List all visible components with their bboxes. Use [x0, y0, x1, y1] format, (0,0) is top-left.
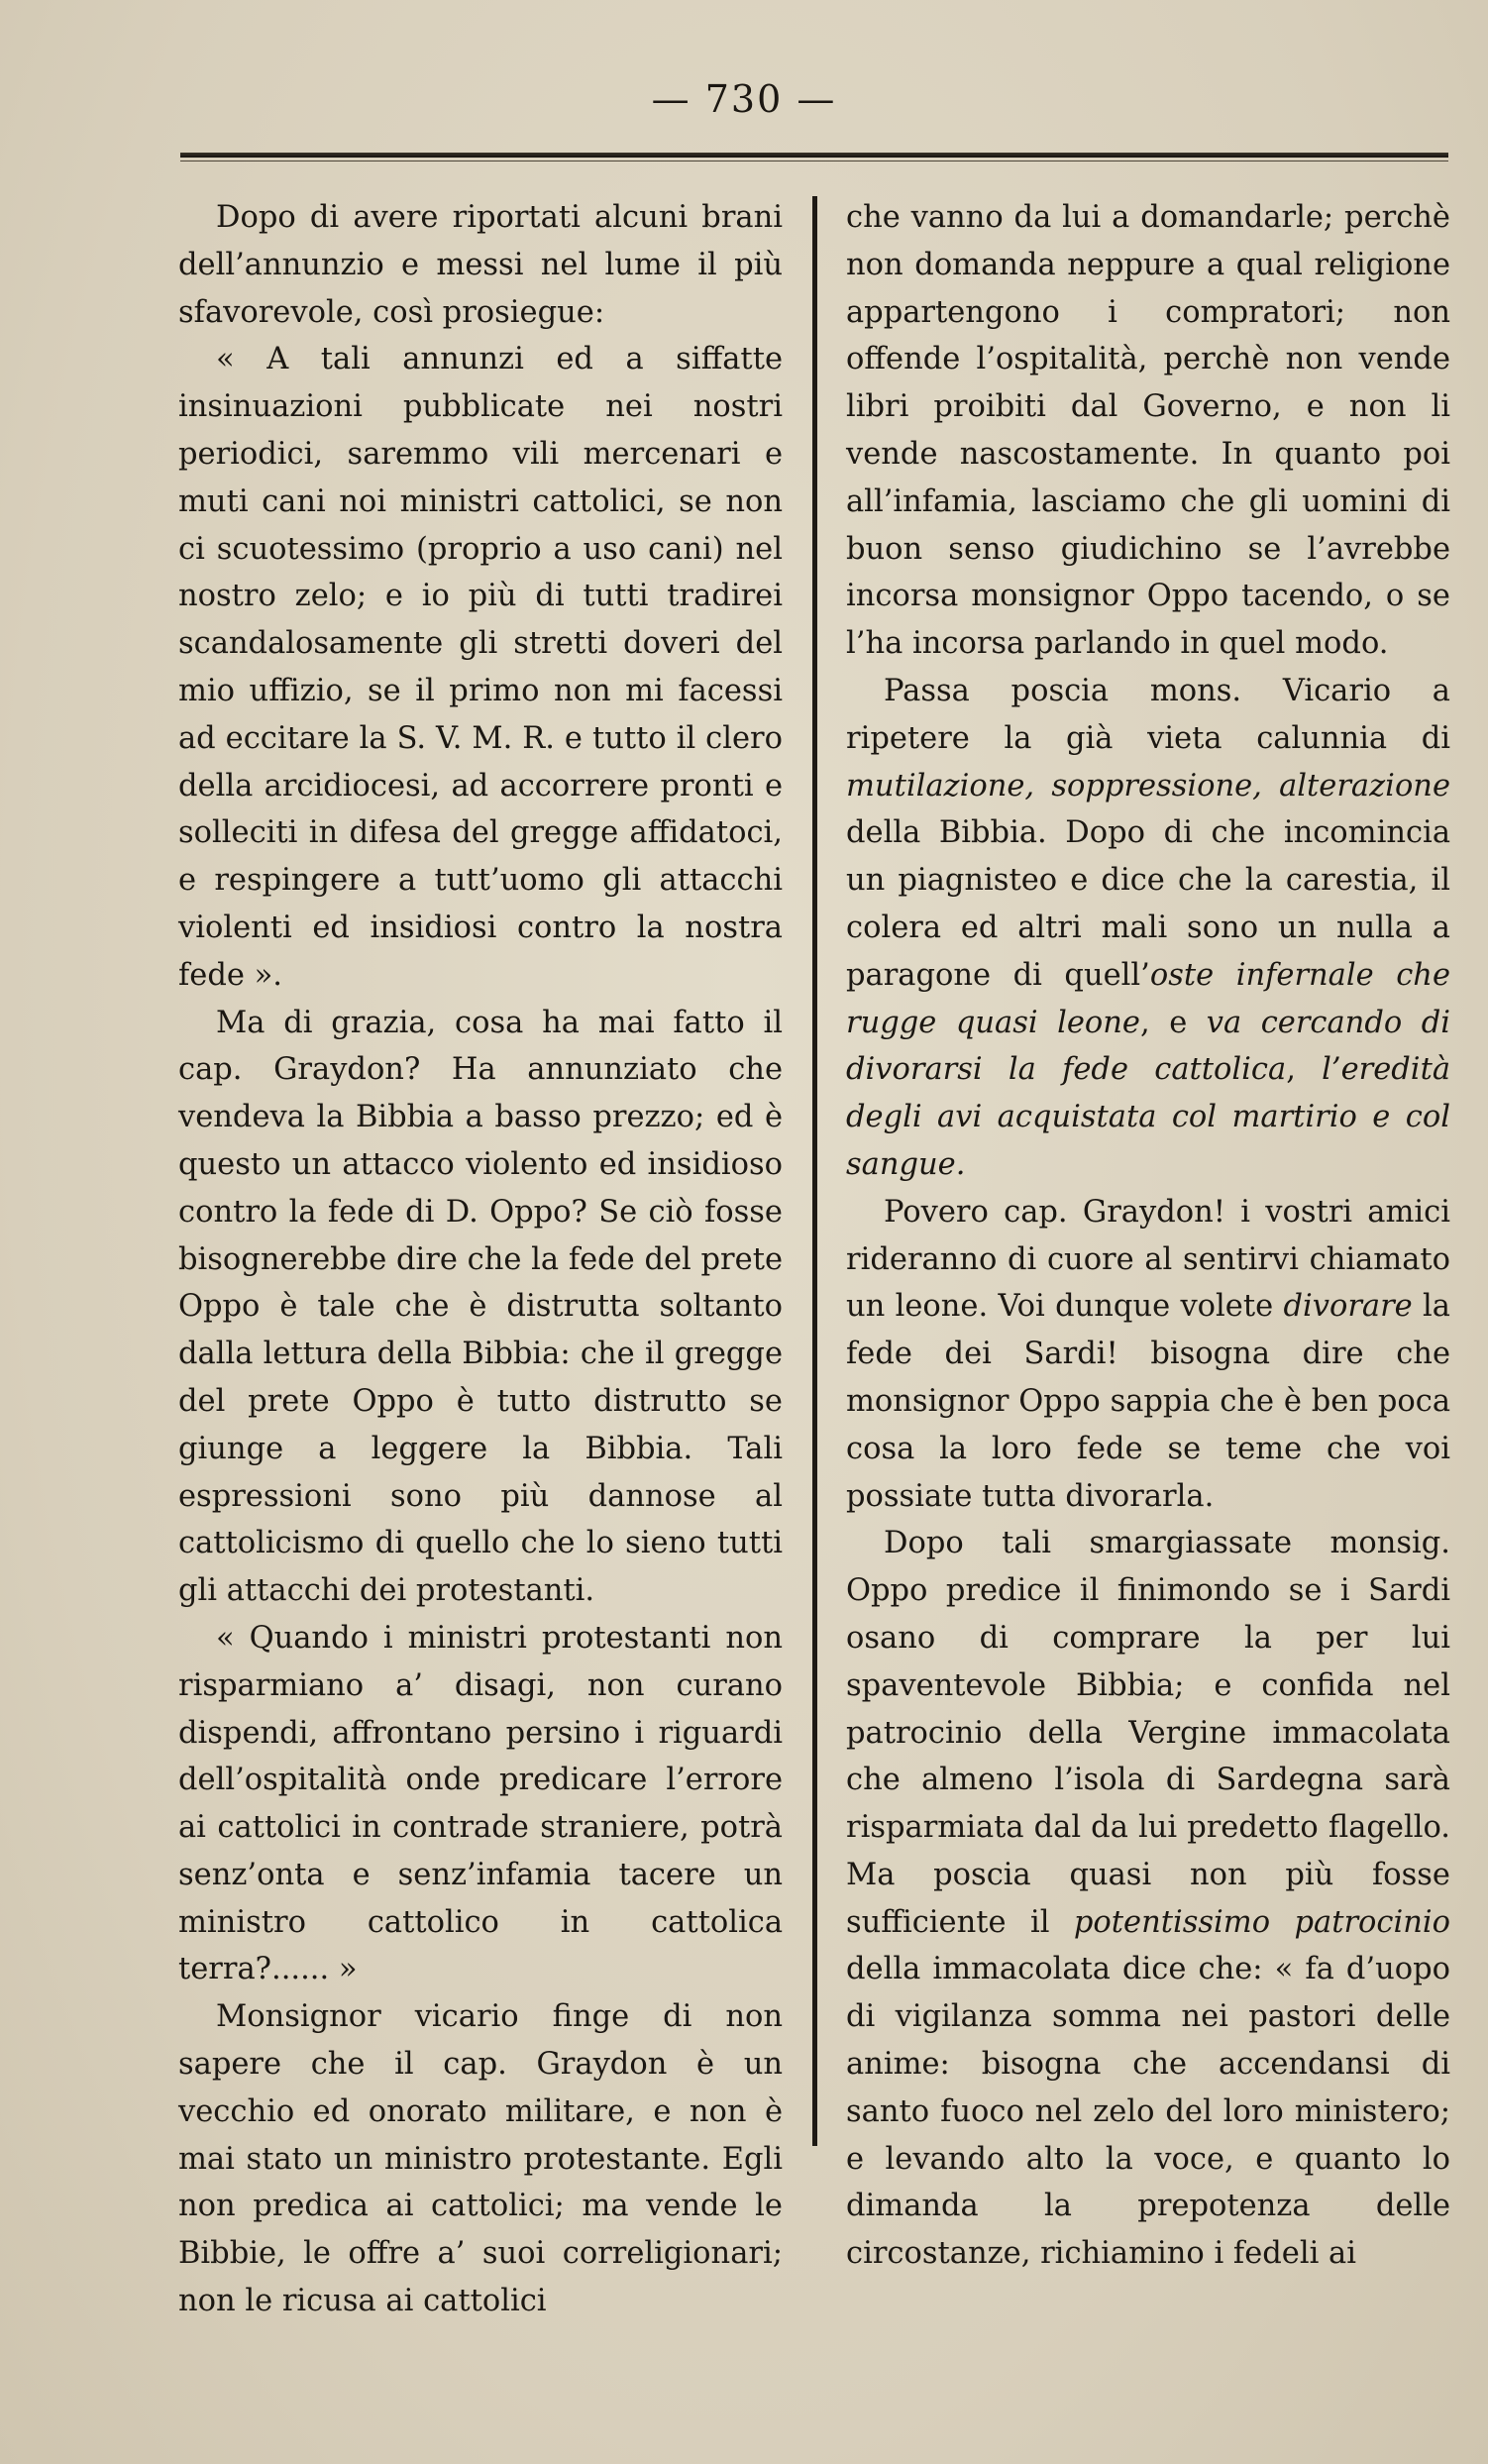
text-run: Monsignor vicario finge di non sapere che il cap. Graydon è un vecchio ed onorato militare, e non è mai stato un ministro protestante. Egli non predica ai cattolici; ma vende le Bibbie, le offre a’ suoi correligionari; non le ricusa ai cattolici [178, 1999, 783, 2319]
text-run: « Quando i ministri protestanti non risparmiano a’ disagi, non curano dispendi, affrontano persino i riguardi dell’ospitalità onde predicare l’errore ai cattolici in contrade straniere, potrà senz’onta e senz’infamia tacere un ministro cattolico in cattolica terra?...... » [178, 1620, 783, 1987]
left-column [178, 194, 783, 2325]
paragraph [178, 1000, 783, 1615]
italic-text: divorare [1283, 1289, 1413, 1325]
text-run: Passa poscia mons. Vicario a ripetere la già vieta calunnia di [846, 673, 1450, 756]
right-column [846, 194, 1450, 2278]
text-run: , [1286, 1052, 1323, 1088]
italic-text: oste infernale che rugge quasi leone [846, 957, 1450, 1040]
paragraph [846, 1520, 1450, 2278]
text-run: « A tali annunzi ed a siffatte insinuazioni pubblicate nei nostri periodici, saremmo vili mercenari e muti cani noi ministri cattolici, se non ci scuotessimo (proprio a uso cani) nel nostro zelo; e io più di tutti tradirei scandalosamente gli stretti doveri del mio uffizio, se il primo non mi facessi ad eccitare la S. V. M. R. e tutto il clero della arcidiocesi, ad accorrere pronti e solleciti in difesa del gregge affidatoci, e respingere a tutt’uomo gli attacchi violenti ed insidiosi contro la nostra fede ». [178, 342, 783, 993]
paragraph [846, 1189, 1450, 1521]
text-run: Povero cap. Graydon! i vostri amici rideranno di cuore al sentirvi chiamato un leone. Voi dunque volete [846, 1194, 1450, 1325]
text-run: , e [1139, 1005, 1207, 1040]
italic-text: mutilazione, soppressione, alterazione [846, 768, 1450, 803]
paragraph [178, 1993, 783, 2325]
paragraph [846, 194, 1450, 668]
text-run: la fede dei Sardi! bisogna dire che monsignor Oppo sappia che è ben poca cosa la loro fede se teme che voi possiate tutta divorarla. [846, 1289, 1450, 1514]
text-run: Dopo di avere riportati alcuni brani dell’annunzio e messi nel lume il più sfavorevole, così prosiegue: [178, 200, 783, 330]
paragraph [178, 1615, 783, 1993]
italic-text: l’eredità degli avi acquistata col martirio e col sangue. [846, 1052, 1451, 1182]
column-divider [812, 196, 817, 2146]
text-run: Dopo tali smargiassate monsig. Oppo predice il finimondo se i Sardi osano di comprare la per lui spaventevole Bibbia; e confida nel patrocinio della Vergine immacolata che almeno l’isola di Sardegna sarà risparmiata dal da lui predetto flagello. Ma poscia quasi non più fosse sufficiente il [846, 1526, 1450, 1940]
paragraph [178, 336, 783, 999]
text-run: Ma di grazia, cosa ha mai fatto il cap. Graydon? Ha annunziato che vendeva la Bibbia a basso prezzo; ed è questo un attacco violento ed insidioso contro la fede di D. Oppo? Se ciò fosse bisognerebbe dire che la fede del prete Oppo è tale che è distrutta soltanto dalla lettura della Bibbia: che il gregge del prete Oppo è tutto distrutto se giunge a leggere la Bibbia. Tali espressioni sono più dannose al cattolicismo di quello che lo sieno tutti gli attacchi dei protestanti. [178, 1005, 783, 1609]
header-rule [180, 153, 1448, 158]
text-run: della immacolata dice che: « fa d’uopo di vigilanza somma nei pastori delle anime: bisogna che accendansi di santo fuoco nel zelo del loro ministero; e levando alto la voce, e quanto lo dimanda la prepotenza delle circostanze, richiamino i fedeli ai [846, 1952, 1450, 2272]
text-run: della Bibbia. Dopo di che incomincia un piagnisteo e dice che la carestia, il colera ed altri mali sono un nulla a paragone di quell’ [846, 815, 1450, 993]
paragraph [178, 194, 783, 336]
paragraph [846, 668, 1450, 1189]
italic-text: potentissimo patrocinio [1073, 1904, 1450, 1940]
page-number: — 730 — [651, 77, 837, 121]
text-run: che vanno da lui a domandarle; perchè non domanda neppure a qual religione appartengono i compratori; non offende l’ospitalità, perchè non vende libri proibiti dal Governo, e non li vende nascostamente. In quanto poi all’infamia, lasciamo che gli uomini di buon senso giudichino se l’avrebbe incorsa monsignor Oppo tacendo, o se l’ha incorsa parlando in quel modo. [846, 200, 1450, 662]
italic-text: va cercando di divorarsi la fede cattolica [846, 1005, 1450, 1088]
